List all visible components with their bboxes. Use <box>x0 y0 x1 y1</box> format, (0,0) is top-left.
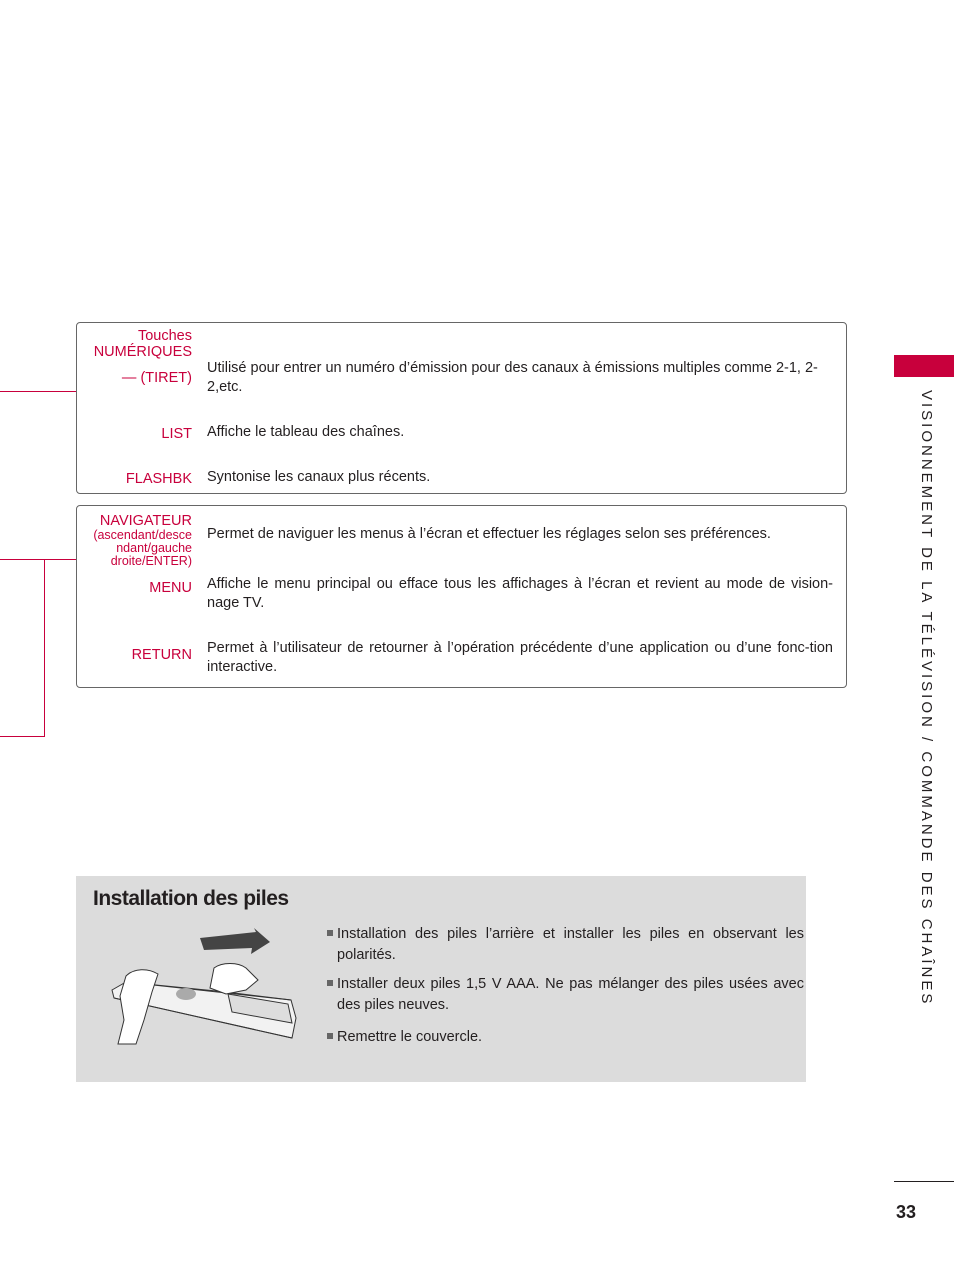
key-navigator-sub-2: ndant/gauche <box>116 541 192 555</box>
key-flashbk: FLASHBK <box>125 471 192 487</box>
key-return: RETURN <box>131 647 192 663</box>
button-description-box-2 <box>76 505 847 688</box>
connector-line-stub <box>44 559 76 560</box>
battery-installation-panel <box>76 876 806 1082</box>
right-hand <box>210 964 258 995</box>
desc-menu: Affiche le menu principal ou efface tous les affichages à l’écran et revient au mode de vision-nage TV. <box>207 576 833 611</box>
key-numeric <box>94 328 192 386</box>
desc-list: Affiche le tableau des chaînes. <box>207 424 405 440</box>
battery-step-2 <box>327 974 804 1016</box>
button-description-box-1 <box>76 322 847 494</box>
remote-battery-illustration <box>106 928 306 1053</box>
section-title-vertical: VISIONNEMENT DE LA TÉLÉVISION / COMMANDE DES CHAÎNES <box>918 390 935 1007</box>
desc-numeric: Utilisé pour entrer un numéro d’émission pour des canaux à émissions multiples comme 2-1, 2-2,etc. <box>207 360 818 395</box>
page-number-rule <box>894 1181 954 1182</box>
battery-step-1 <box>327 924 804 966</box>
connector-line-top <box>0 391 76 392</box>
bullet-square-icon <box>327 1033 333 1039</box>
key-numeric-label-1: Touches <box>137 328 192 344</box>
bullet-square-icon <box>327 980 333 986</box>
battery-step-1-text: Installation des piles l’arrière et installer les piles en observant les polarités. <box>337 926 804 963</box>
battery-step-2-text: Installer deux piles 1,5 V AAA. Ne pas mélanger des piles usées avec des piles neuves. <box>337 976 804 1013</box>
key-navigator-sub-3: droite/ENTER) <box>110 554 192 568</box>
page-number: 33 <box>896 1202 917 1222</box>
key-dash-label: — (TIRET) <box>121 370 192 386</box>
battery-title: Installation des piles <box>93 887 289 910</box>
key-list: LIST <box>161 426 192 442</box>
battery-step-3 <box>327 1027 804 1048</box>
key-navigator-label: NAVIGATEUR <box>99 513 192 529</box>
desc-flashbk: Syntonise les canaux plus récents. <box>207 469 431 485</box>
key-menu: MENU <box>149 580 192 596</box>
section-tab-marker <box>894 355 954 377</box>
slide-arrow-icon <box>200 928 270 954</box>
key-navigator <box>93 513 192 568</box>
bullet-square-icon <box>327 930 333 936</box>
key-navigator-sub-1: (ascendant/desce <box>93 528 192 542</box>
key-numeric-label-2: NUMÉRIQUES <box>93 344 192 360</box>
thumb-mark <box>176 988 196 1000</box>
battery-step-3-text: Remettre le couvercle. <box>337 1029 483 1045</box>
connector-line-bottom <box>0 559 45 737</box>
desc-return: Permet à l’utilisateur de retourner à l’opération précédente d’une application ou d’une fonc-tion interactive. <box>207 640 833 675</box>
desc-navigator: Permet de naviguer les menus à l’écran et effectuer les réglages selon ses préférences. <box>207 526 771 542</box>
